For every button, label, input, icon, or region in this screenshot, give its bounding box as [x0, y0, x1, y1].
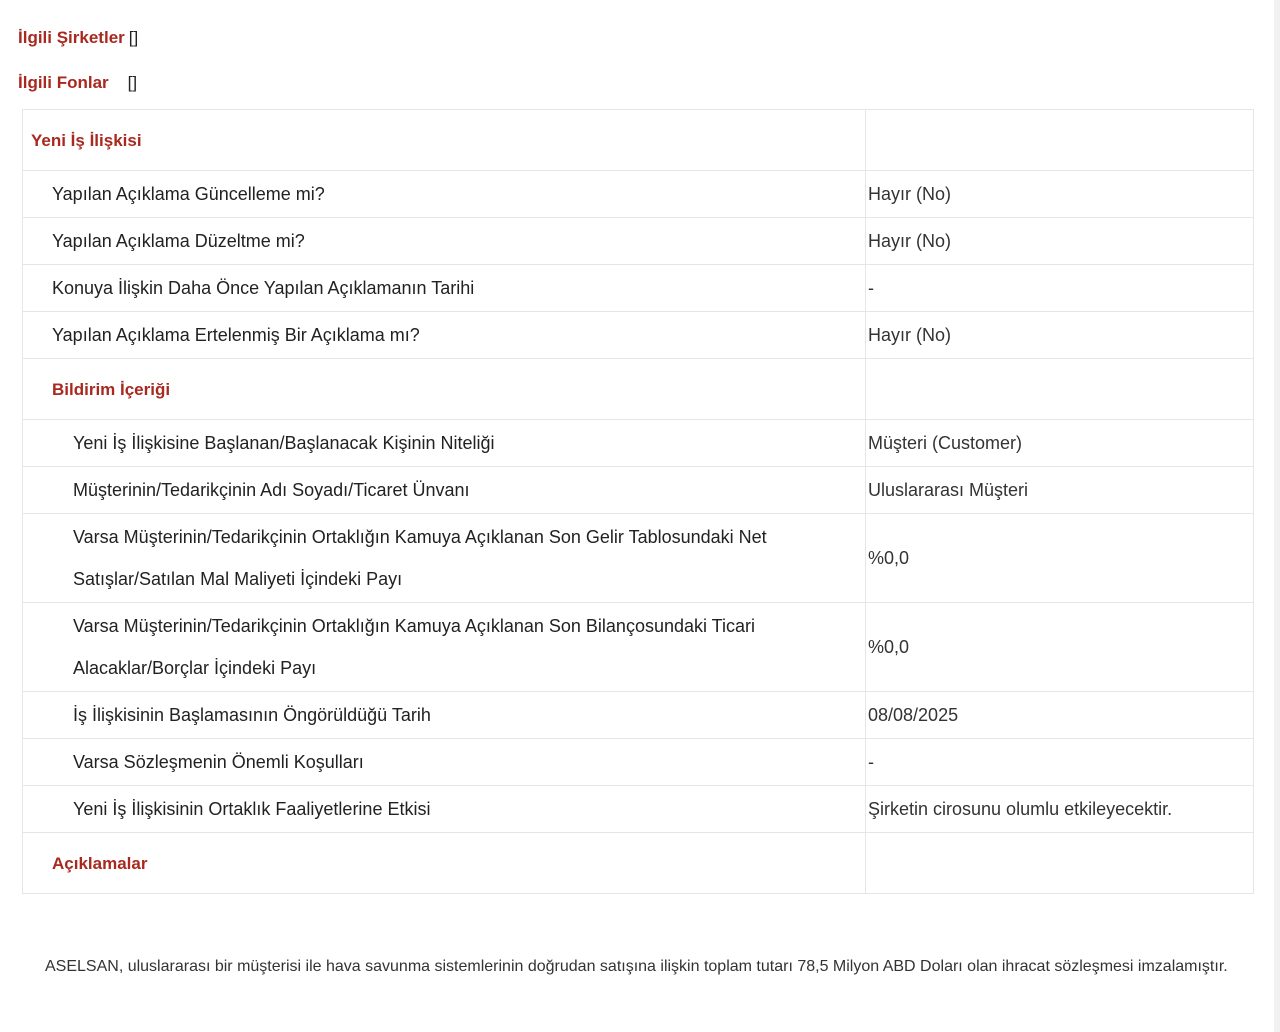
row-label: Varsa Sözleşmenin Önemli Koşulları	[23, 739, 866, 786]
table-row	[23, 739, 1254, 786]
row-label: Yapılan Açıklama Düzeltme mi?	[23, 218, 866, 265]
related-funds-value: []	[127, 73, 138, 92]
row-label: Konuya İlişkin Daha Önce Yapılan Açıklamanın Tarihi	[23, 265, 866, 312]
row-label: Varsa Müşterinin/Tedarikçinin Ortaklığın Kamuya Açıklanan Son Bilançosundaki Ticari Alacaklar/Borçlar İçindeki Payı	[23, 603, 866, 692]
explanations-title-row	[23, 833, 1254, 894]
table-title-row	[23, 110, 1254, 171]
table-row	[23, 603, 1254, 692]
explanations-title: Açıklamalar	[52, 853, 148, 873]
explanation-text: ASELSAN, uluslararası bir müşterisi ile hava savunma sistemlerinin doğrudan satışına ilişkin toplam tutarı 78,5 Milyon ABD Doları olan ihracat sözleşmesi imzalamıştır.	[45, 958, 1228, 975]
related-funds-label[interactable]: İlgili Fonlar	[18, 73, 109, 92]
row-value: Hayır (No)	[866, 171, 1254, 218]
disclosure-table	[22, 109, 1254, 894]
row-label: Yeni İş İlişkisinin Ortaklık Faaliyetlerine Etkisi	[23, 786, 866, 833]
table-row	[23, 786, 1254, 833]
table-row	[23, 312, 1254, 359]
table-row	[23, 218, 1254, 265]
row-value: Şirketin cirosunu olumlu etkileyecektir.	[866, 786, 1254, 833]
section-title-row	[23, 359, 1254, 420]
table-row	[23, 265, 1254, 312]
row-label: Varsa Müşterinin/Tedarikçinin Ortaklığın Kamuya Açıklanan Son Gelir Tablosundaki Net Satışlar/Satılan Mal Maliyeti İçindeki Payı	[23, 514, 866, 603]
table-title: Yeni İş İlişkisi	[31, 130, 142, 150]
scrollbar[interactable]	[1274, 0, 1280, 1032]
row-value: Müşteri (Customer)	[866, 420, 1254, 467]
related-companies-label[interactable]: İlgili Şirketler	[18, 28, 125, 47]
related-companies-value: []	[128, 28, 139, 47]
row-value: 08/08/2025	[866, 692, 1254, 739]
related-companies	[18, 28, 138, 48]
row-label: Yeni İş İlişkisine Başlanan/Başlanacak Kişinin Niteliği	[23, 420, 866, 467]
row-label: İş İlişkisinin Başlamasının Öngörüldüğü Tarih	[23, 692, 866, 739]
row-label: Müşterinin/Tedarikçinin Adı Soyadı/Ticaret Ünvanı	[23, 467, 866, 514]
row-value: Uluslararası Müşteri	[866, 467, 1254, 514]
table-row	[23, 467, 1254, 514]
related-funds	[18, 73, 137, 93]
row-value: %0,0	[866, 603, 1254, 692]
table-row	[23, 692, 1254, 739]
row-value: -	[866, 265, 1254, 312]
row-value: Hayır (No)	[866, 312, 1254, 359]
table-row	[23, 514, 1254, 603]
row-label: Yapılan Açıklama Güncelleme mi?	[23, 171, 866, 218]
table-row	[23, 171, 1254, 218]
section-title: Bildirim İçeriği	[52, 379, 171, 399]
table-row	[23, 420, 1254, 467]
row-value: %0,0	[866, 514, 1254, 603]
row-value: -	[866, 739, 1254, 786]
row-value: Hayır (No)	[866, 218, 1254, 265]
row-label: Yapılan Açıklama Ertelenmiş Bir Açıklama mı?	[23, 312, 866, 359]
